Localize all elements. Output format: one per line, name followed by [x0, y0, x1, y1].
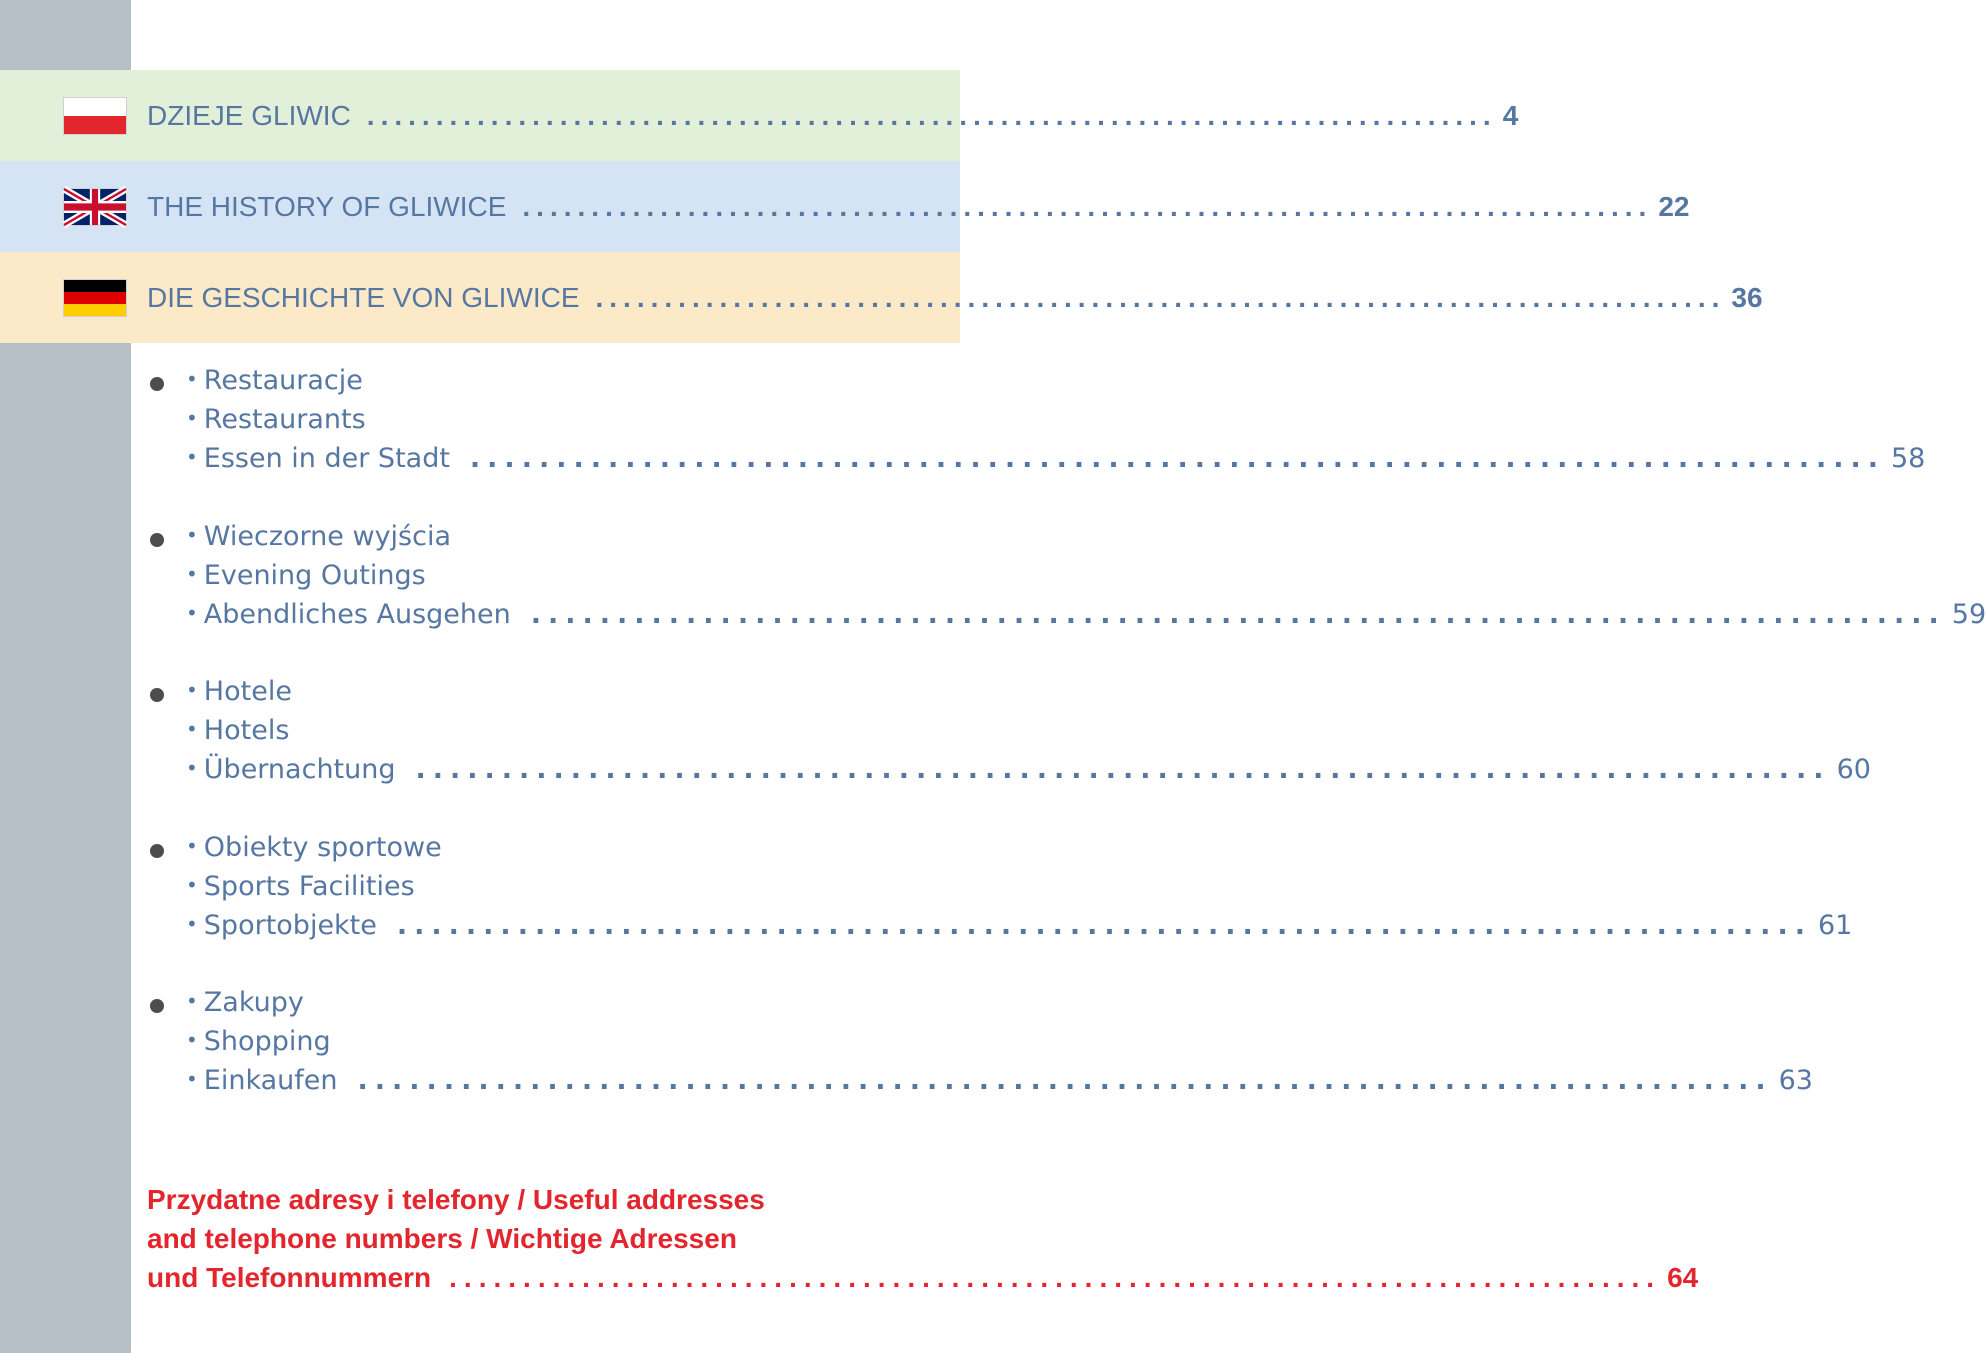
- section-bullet-icon: [150, 999, 164, 1013]
- page-number: 63: [1778, 1065, 1813, 1096]
- dot-leader: ..................................................................................: [469, 443, 1885, 474]
- dot-leader: ..................................................................................: [357, 1065, 1773, 1096]
- section-line: • Obiekty sportowe: [186, 832, 442, 863]
- section-line: • Restauracje: [186, 365, 363, 396]
- section-line: • Restaurants: [186, 404, 366, 435]
- section-line: • Wieczorne wyjścia: [186, 521, 452, 552]
- section-line-with-page: • Sportobjekte .................................................................................. 61: [186, 910, 1853, 941]
- entry-title: DZIEJE GLIWIC: [147, 99, 351, 131]
- entry-title: THE HISTORY OF GLIWICE: [147, 190, 507, 222]
- section-line-with-page: • Einkaufen .................................................................................. 63: [186, 1065, 1813, 1096]
- useful-line: and telephone numbers / Wichtige Adressen: [147, 1223, 737, 1254]
- section-line: • Evening Outings: [186, 560, 426, 591]
- dot-leader: ..................................................................................: [366, 99, 1497, 131]
- section-line: • Hotels: [186, 715, 290, 746]
- dot-leader: ..................................................................................: [415, 754, 1831, 785]
- dot-leader: ..................................................................................: [530, 599, 1946, 630]
- page-number: 64: [1667, 1262, 1699, 1293]
- section-line: • Zakupy: [186, 987, 304, 1018]
- germany-flag-icon: [64, 280, 126, 316]
- page-number: 60: [1836, 754, 1871, 785]
- page-number: 59: [1951, 599, 1986, 630]
- toc-entry-polish[interactable]: [147, 99, 1519, 132]
- section-line: • Sports Facilities: [186, 871, 415, 902]
- section-line: • Shopping: [186, 1026, 331, 1057]
- section-bullet-icon: [150, 688, 164, 702]
- entry-title: DIE GESCHICHTE VON GLIWICE: [147, 281, 580, 313]
- toc-entry-german[interactable]: [147, 281, 1763, 314]
- dot-leader: ..................................................................................: [449, 1262, 1662, 1293]
- page-number: 61: [1817, 910, 1853, 941]
- poland-flag-icon: [64, 98, 126, 134]
- useful-line: Przydatne adresy i telefony / Useful addresses: [147, 1184, 765, 1215]
- dot-leader: ..................................................................................: [522, 190, 1653, 222]
- page-number: 22: [1658, 190, 1690, 222]
- toc-entry-english[interactable]: [147, 190, 1690, 223]
- section-bullet-icon: [150, 533, 164, 547]
- band-polish[interactable]: [0, 70, 1519, 161]
- section-line: • Hotele: [186, 676, 292, 707]
- useful-line-with-page: und Telefonnummern .................................................................................. 64: [147, 1258, 866, 1297]
- band-german[interactable]: [0, 252, 1763, 343]
- page-number: 36: [1731, 281, 1763, 313]
- section-line-with-page: • Übernachtung .................................................................................. 60: [186, 754, 1871, 785]
- band-english[interactable]: [0, 161, 1690, 252]
- toc-entry-useful-addresses[interactable]: [147, 1180, 1699, 1297]
- section-bullet-icon: [150, 377, 164, 391]
- uk-flag-icon: [64, 189, 126, 225]
- section-bullet-icon: [150, 844, 164, 858]
- dot-leader: ..................................................................................: [595, 281, 1726, 313]
- page-number: 4: [1502, 99, 1519, 131]
- section-line-with-page: • Abendliches Ausgehen .................................................................................. 59: [186, 599, 1986, 630]
- page-number: 58: [1890, 443, 1926, 474]
- section-line-with-page: • Essen in der Stadt .................................................................................. 58: [186, 443, 1926, 474]
- dot-leader: ..................................................................................: [396, 910, 1812, 941]
